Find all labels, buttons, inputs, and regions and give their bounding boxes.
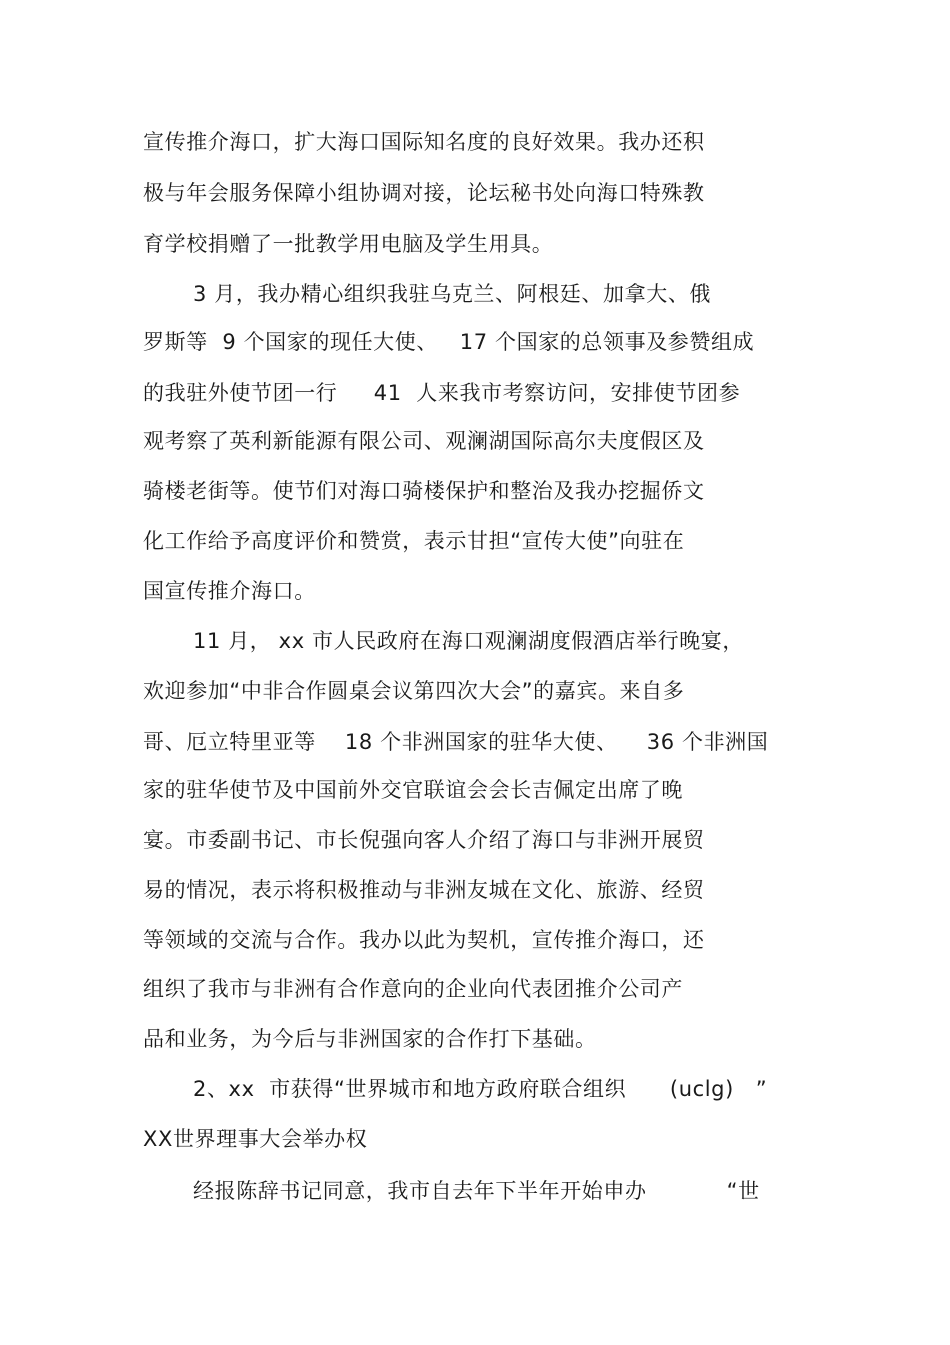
text-line-10: 国宣传推介海口。: [143, 579, 316, 603]
text-line-12: 欢迎参加“中非合作圆桌会议第四次大会”的嘉宾。来自多: [143, 679, 685, 703]
text-line-2: 极与年会服务保障小组协调对接，论坛秘书处向海口特殊教: [143, 181, 705, 205]
text-line-1: 宣传推介海口，扩大海口国际知名度的良好效果。我办还积: [143, 130, 705, 154]
text-line-9: 化工作给予高度评价和赞赏，表示甘担“宣传大使”向驻在: [143, 529, 685, 553]
text-line-22: 经报陈辞书记同意，我市自去年下半年开始申办 “世: [193, 1179, 760, 1203]
text-line-16: 易的情况，表示将积极推动与非洲友城在文化、旅游、经贸: [143, 878, 705, 902]
text-line-20: 2、xx 市获得“世界城市和地方政府联合组织 (uclg) ”: [193, 1077, 768, 1101]
text-line-11: 11 月， xx 市人民政府在海口观澜湖度假酒店举行晚宴，: [193, 629, 745, 653]
text-line-13: 哥、厄立特里亚等 18 个非洲国家的驻华大使、 36 个非洲国: [143, 730, 769, 754]
text-line-19: 品和业务，为今后与非洲国家的合作打下基础。: [143, 1027, 597, 1051]
text-line-17: 等领域的交流与合作。我办以此为契机，宣传推介海口，还: [143, 928, 705, 952]
text-line-15: 宴。市委副书记、市长倪强向客人介绍了海口与非洲开展贸: [143, 828, 705, 852]
text-line-14: 家的驻华使节及中国前外交官联谊会会长吉佩定出席了晚: [143, 778, 683, 802]
text-line-18: 组织了我市与非洲有合作意向的企业向代表团推介公司产: [143, 977, 683, 1001]
text-line-8: 骑楼老街等。使节们对海口骑楼保护和整治及我办挖掘侨文: [143, 479, 705, 503]
text-line-7: 观考察了英利新能源有限公司、观澜湖国际高尔夫度假区及: [143, 429, 705, 453]
text-line-21: XX世界理事大会举办权: [143, 1127, 368, 1151]
text-line-4: 3 月，我办精心组织我驻乌克兰、阿根廷、加拿大、俄: [193, 282, 712, 306]
text-line-3: 育学校捐赠了一批教学用电脑及学生用具。: [143, 232, 554, 256]
text-line-5: 罗斯等 9 个国家的现任大使、 17 个国家的总领事及参赞组成: [143, 330, 755, 354]
text-line-6: 的我驻外使节团一行 41 人来我市考察访问，安排使节团参: [143, 381, 741, 405]
